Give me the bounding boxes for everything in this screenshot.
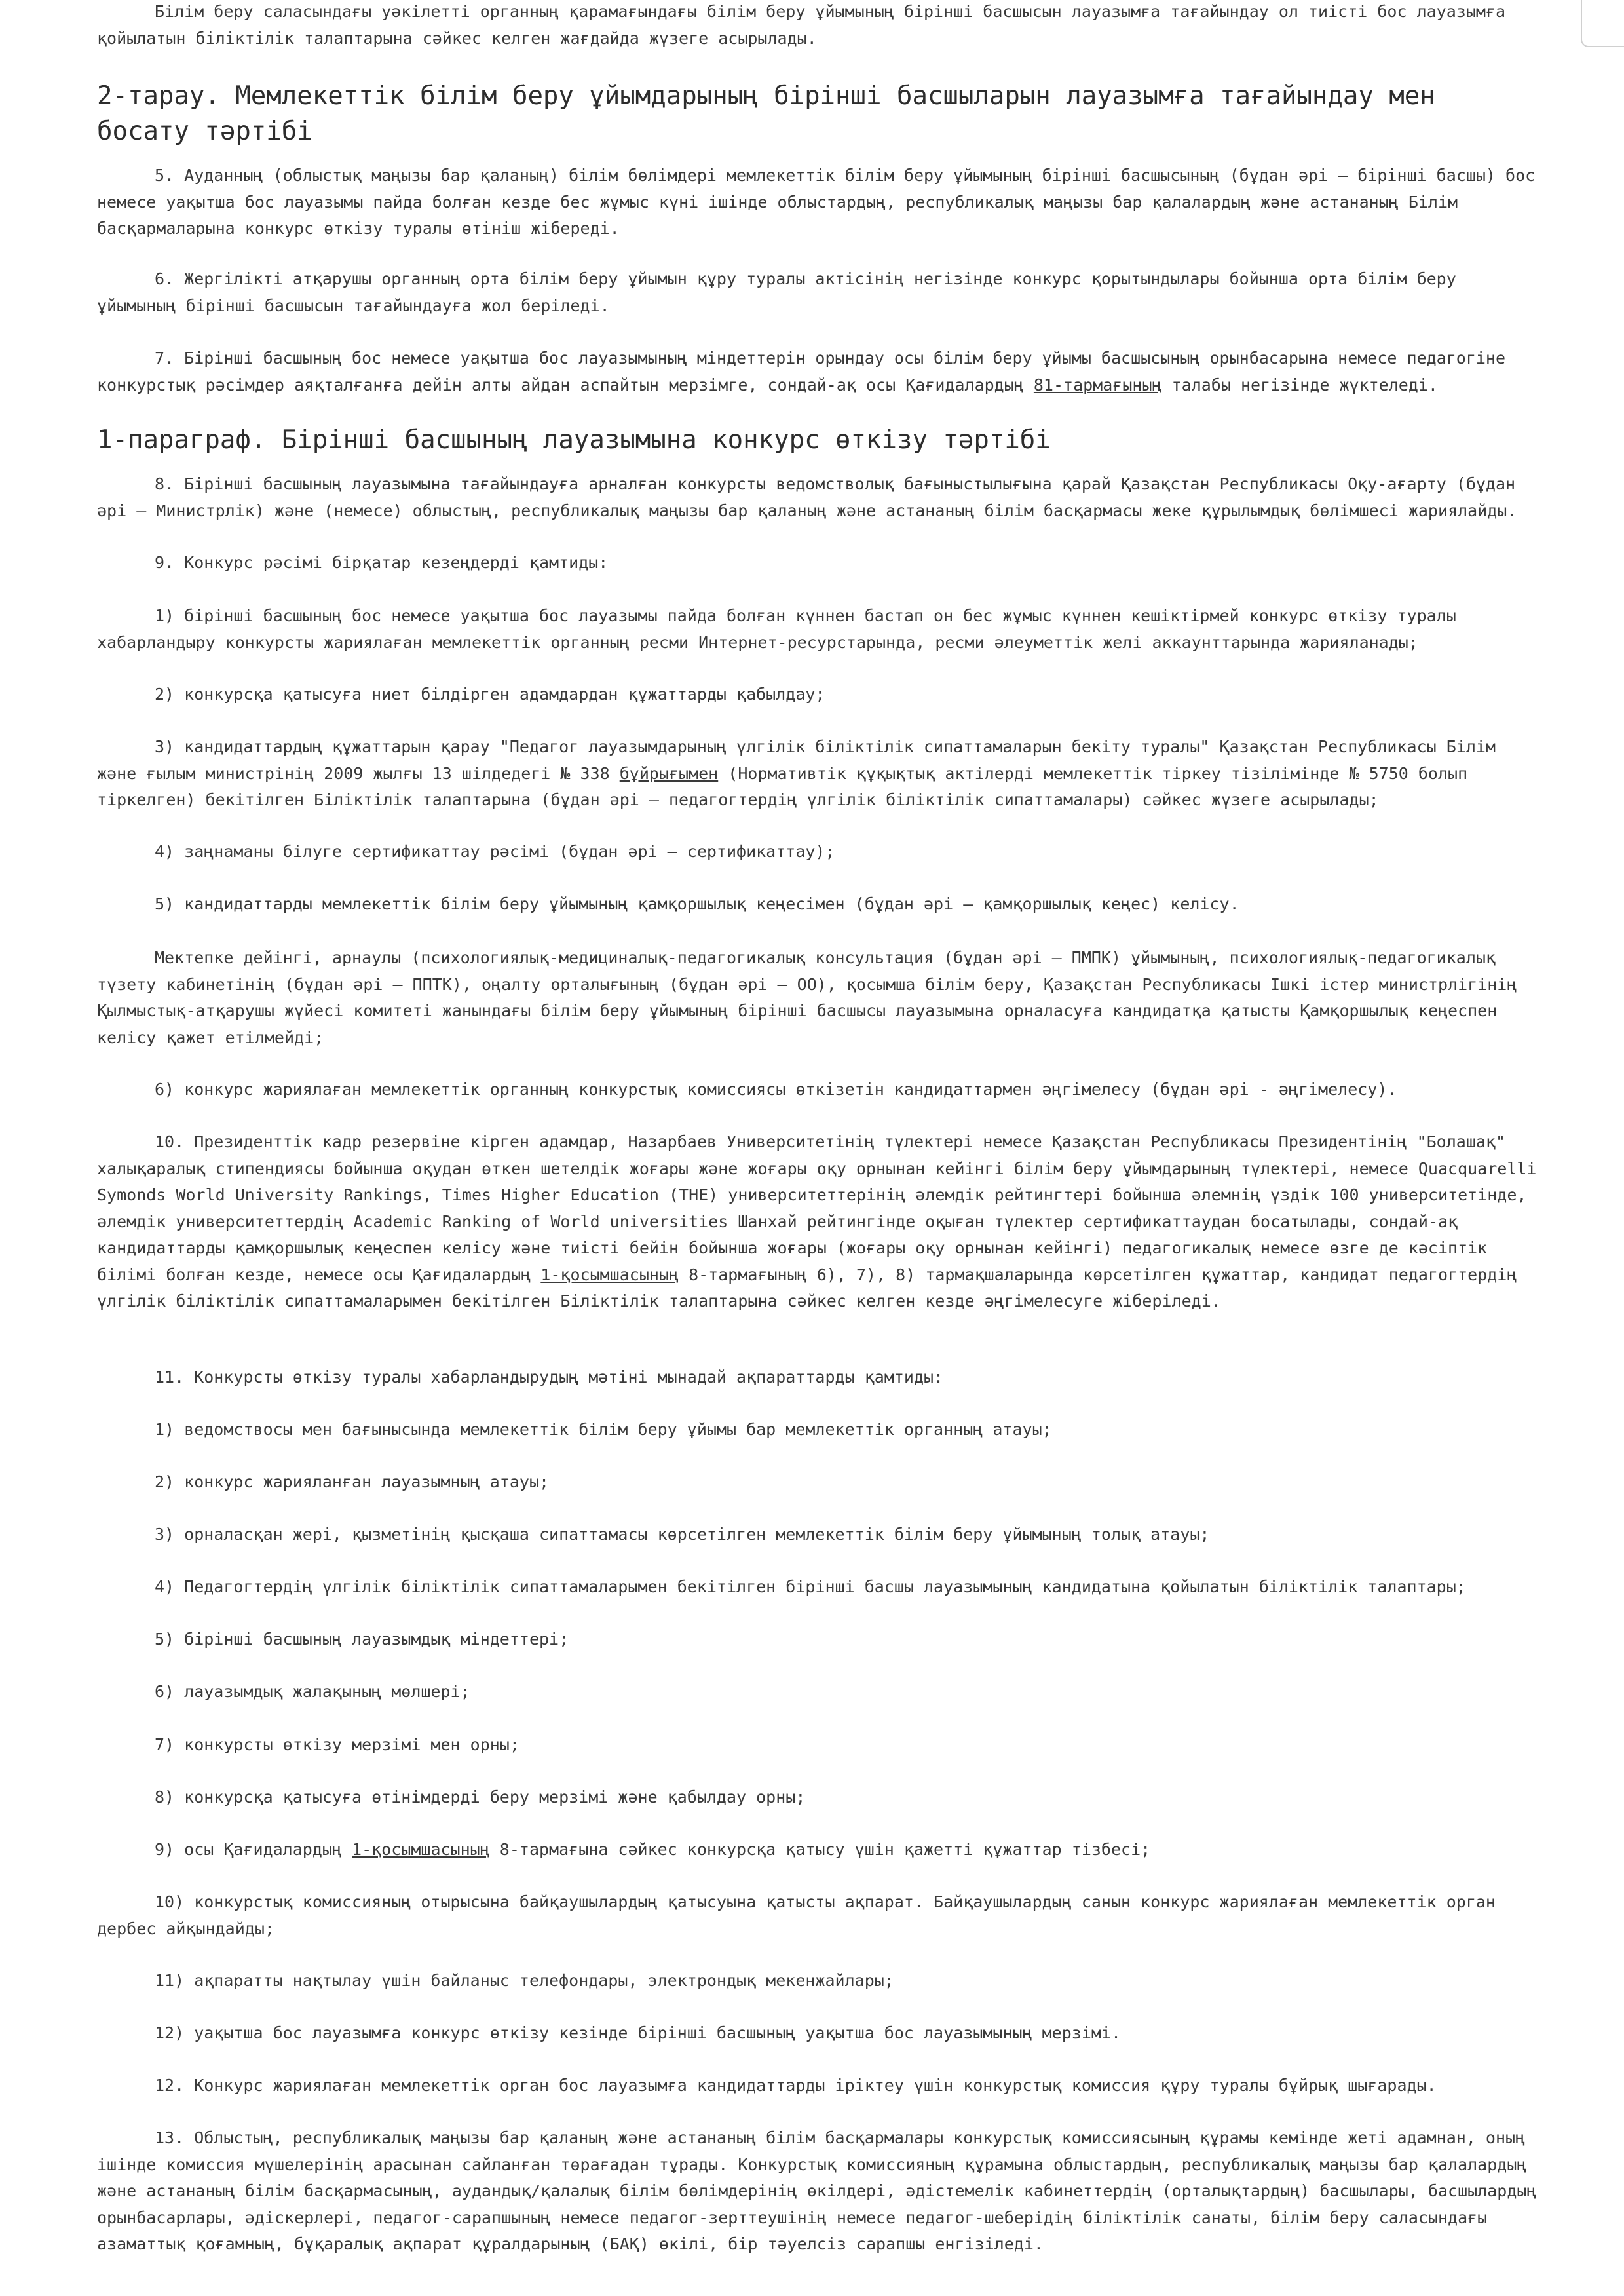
- paragraph-11-3: 3) орналасқан жері, қызметінің қысқаша сипаттамасы көрсетілген мемлекеттік білім беру ұйымының толық атауы;: [155, 1525, 1210, 1544]
- paragraph-9-1: 1) бірінші басшының бос немесе уақытша бос лауазымы пайда болған күннен бастап он бес жұмыс күннен кешіктірмей конкурс өткізу туралы хабарландыру конкурсты жариялаған мемлекеттік органның ресми Интернет-ресурстарында, ресми әлеуметтік желі аккаунттарында жарияланады;: [97, 606, 1456, 652]
- paragraph-9-6: 6) конкурс жариялаған мемлекеттік органның конкурстық комиссиясы өткізетін кандидаттармен әңгімелесу (бұдан әрі - әңгімелесу).: [155, 1080, 1397, 1099]
- paragraph-11-12: 12) уақытша бос лауазымға конкурс өткізу кезінде бірінші басшының уақытша бос лауазымының мерзімі.: [155, 2023, 1122, 2042]
- paragraph-7: 7. Бірінші басшының бос немесе уақытша бос лауазымының міндеттерін орындау осы білім беру ұйымы басшысының орынбасарына немесе педагогіне конкурстық рәсімдер аяқталғанға дейін алты айдан аспайтын мерзімге, сондай-ақ осы Қағидалардың 81-тармағының талабы негізінде жүктеледі.: [97, 349, 1506, 394]
- link-item-81[interactable]: 81-тармағының: [1033, 375, 1162, 394]
- corner-tab[interactable]: [1581, 0, 1624, 47]
- paragraph-11-9: 9) осы Қағидалардың 1-қосымшасының 8-тармағына сәйкес конкурсқа қатысу үшін қажетті құжаттар тізбесі;: [155, 1840, 1151, 1859]
- link-appendix-1-b[interactable]: 1-қосымшасының: [352, 1840, 490, 1859]
- paragraph-11-8: 8) конкурсқа қатысуға өтінімдерді беру мерзімі және қабылдау орны;: [155, 1788, 806, 1807]
- paragraph-11-10: 10) конкурстық комиссияның отырысына байқаушылардың қатысуына қатысты ақпарат. Байқаушылардың санын конкурс жариялаған мемлекеттік орган дербес айқындайды;: [97, 1892, 1496, 1938]
- paragraph-11: 11. Конкурсты өткізу туралы хабарландырудың мәтіні мынадай ақпараттарды қамтиды:: [155, 1368, 944, 1387]
- link-order-338[interactable]: бұйрығымен: [619, 763, 719, 783]
- paragraph-11-7: 7) конкурсты өткізу мерзімі мен орны;: [155, 1735, 519, 1754]
- paragraph-6: 6. Жергілікті атқарушы органның орта білім беру ұйымын құру туралы актісінің негізінде конкурс қорытындылары бойынша орта білім беру ұйымының бірінші басшысын тағайындауға жол беріледі.: [97, 269, 1456, 315]
- paragraph-11-6: 6) лауазымдық жалақының мөлшері;: [155, 1682, 470, 1701]
- paragraph-11-5: 5) бірінші басшының лауазымдық міндеттері;: [155, 1630, 569, 1649]
- paragraph-12: 12. Конкурс жариялаған мемлекеттік орган бос лауазымға кандидаттарды іріктеу үшін конкурстық комиссия құру туралы бұйрық шығарады.: [155, 2076, 1437, 2095]
- paragraph-intro: Білім беру саласындағы уәкілетті органның қарамағындағы білім беру ұйымының бірінші басшысын лауазымға тағайындау ол тиісті бос лауазымға қойылатын біліктілік талаптарына сәйкес келген жағдайда жүзеге асырылады.: [97, 2, 1506, 48]
- paragraph-13: 13. Облыстың, республикалық маңызы бар қаланың және астананың білім басқармалары конкурстық комиссиясының құрамы кемінде жеті адамнан, оның ішінде комиссия мүшелерінің арасынан сайланған төрағадан тұрады. Конкурстық комиссияның құрамына облыстардың, республикалық маңызы бар қалалардың және астананың білім басқармасының, аудандық/қалалық білім бөлімдерінің өкілдері, әдістемелік кабинеттердің (орталықтардың) басшылары, басшылардың орынбасарлары, әдіскерлері, педагог-сарапшының немесе педагог-зерттеушінің немесе педагог-шеберідің біліктілік санаты, білім беру саласындағы азаматтық қоғамның, бұқаралық ақпарат құралдарының (БАҚ) өкілі, бір тәуелсіз сарапшы енгізіледі.: [97, 2128, 1537, 2253]
- paragraph-9-5: 5) кандидаттарды мемлекеттік білім беру ұйымының қамқоршылық кеңесімен (бұдан әрі – қамқоршылық кеңес) келісу.: [155, 894, 1239, 913]
- paragraph-5: 5. Ауданның (облыстық маңызы бар қаланың) білім бөлімдері мемлекеттік білім беру ұйымының бірінші басшысының (бұдан әрі – бірінші басшы) бос немесе уақытша бос лауазымы пайда болған кезде бес жұмыс күні ішінде облыстардың, республикалық маңызы бар қалалардың және астананың Білім басқармаларына конкурс өткізу туралы өтініш жібереді.: [97, 166, 1536, 238]
- chapter-2-heading: 2-тарау. Мемлекеттік білім беру ұйымдарының бірінші басшыларын лауазымға тағайындау мен босату тәртібі: [97, 81, 1435, 146]
- paragraph-9: 9. Конкурс рәсімі бірқатар кезеңдерді қамтиды:: [155, 553, 609, 572]
- paragraph-1-heading: 1-параграф. Бірінші басшының лауазымына конкурс өткізу тәртібі: [97, 425, 1051, 455]
- link-appendix-1-a[interactable]: 1-қосымшасының: [540, 1265, 679, 1284]
- paragraph-8: 8. Бірінші басшының лауазымына тағайындауға арналған конкурсты ведомстволық бағыныстылығына қарай Қазақстан Республикасы Оқу-ағарту (бұдан әрі – Министрлік) және (немесе) облыстың, республикалық маңызы бар қаланың және астананың білім басқармасы жеке құрылымдық бөлімшесі жариялайды.: [97, 474, 1517, 520]
- paragraph-11-1: 1) ведомствосы мен бағынысында мемлекеттік білім беру ұйымы бар мемлекеттік органның атауы;: [155, 1420, 1052, 1439]
- paragraph-9-3: 3) кандидаттардың құжаттарын қарау "Педагог лауазымдарының үлгілік біліктілік сипаттамаларын бекіту туралы" Қазақстан Республикасы Білім және ғылым министрінің 2009 жылғы 13 шілдедегі № 338 бұйрығымен (Нормативтік құқықтық актілерді мемлекеттік тіркеу тізілімінде № 5750 болып тіркелген) бекітілген Біліктілік талаптарына (бұдан әрі – педагогтердің үлгілік біліктілік сипаттамалары) сәйкес жүзеге асырылады;: [97, 737, 1496, 809]
- paragraph-9-note: Мектепке дейінгі, арнаулы (психологиялық-медициналық-педагогикалық консультация (бұдан әрі – ПМПК) ұйымының, психологиялық-педагогикалық түзету кабинетінің (бұдан әрі – ППТК), оңалту орталығының (бұдан әрі – ОО), қосымша білім беру, Қазақстан Республикасы Ішкі істер министрлігінің Қылмыстық-атқарушы жүйесі комитеті жанындағы білім беру ұйымының бірінші басшысы лауазымына орналасуға кандидатқа қатысты Қамқоршылық кеңеспен келісу қажет етілмейді;: [97, 948, 1517, 1047]
- paragraph-9-4: 4) заңнаманы білуге сертификаттау рәсімі (бұдан әрі – сертификаттау);: [155, 842, 835, 861]
- paragraph-10: 10. Президенттік кадр резервіне кірген адамдар, Назарбаев Университетінің түлектері немесе Қазақстан Республикасы Президентінің "Болашақ" халықаралық стипендиясы бойынша оқудан өткен шетелдік жоғары және жоғары оқу орнынан кейінгі білім беру ұйымдарының түлектері, немесе Quacquarelli Symonds World University Rankings, Times Higher Education (THE) университеттерінің әлемдік рейтингтері бойынша әлемнің үздік 100 университетінде, әлемдік университеттердің Academic Ranking of World universities Шанхай рейтингінде оқыған түлектер сертификаттаудан босатылады, сондай-ақ кандидаттарды қамқоршылық кеңеспен келісу және тиісті бейін бойынша жоғары (жоғары оқу орнынан кейінгі) педагогикалық немесе өзге де кәсіптік білімі болған кезде, немесе осы Қағидалардың 1-қосымшасының 8-тармағының 6), 7), 8) тармақшаларында көрсетілген құжаттар, кандидат педагогтердің үлгілік біліктілік сипаттамаларымен бекітілген Біліктілік талаптарына сәйкес келген кезде әңгімелесуге жіберіледі.: [97, 1132, 1537, 1311]
- paragraph-9-2: 2) конкурсқа қатысуға ниет білдірген адамдардан құжаттарды қабылдау;: [155, 685, 825, 704]
- paragraph-11-2: 2) конкурс жарияланған лауазымның атауы;: [155, 1472, 550, 1491]
- paragraph-11-11: 11) ақпаратты нақтылау үшін байланыс телефондары, электрондық мекенжайлары;: [155, 1971, 894, 1990]
- paragraph-11-4: 4) Педагогтердің үлгілік біліктілік сипаттамаларымен бекітілген бірінші басшы лауазымының кандидатына қойылатын біліктілік талаптары;: [155, 1577, 1466, 1596]
